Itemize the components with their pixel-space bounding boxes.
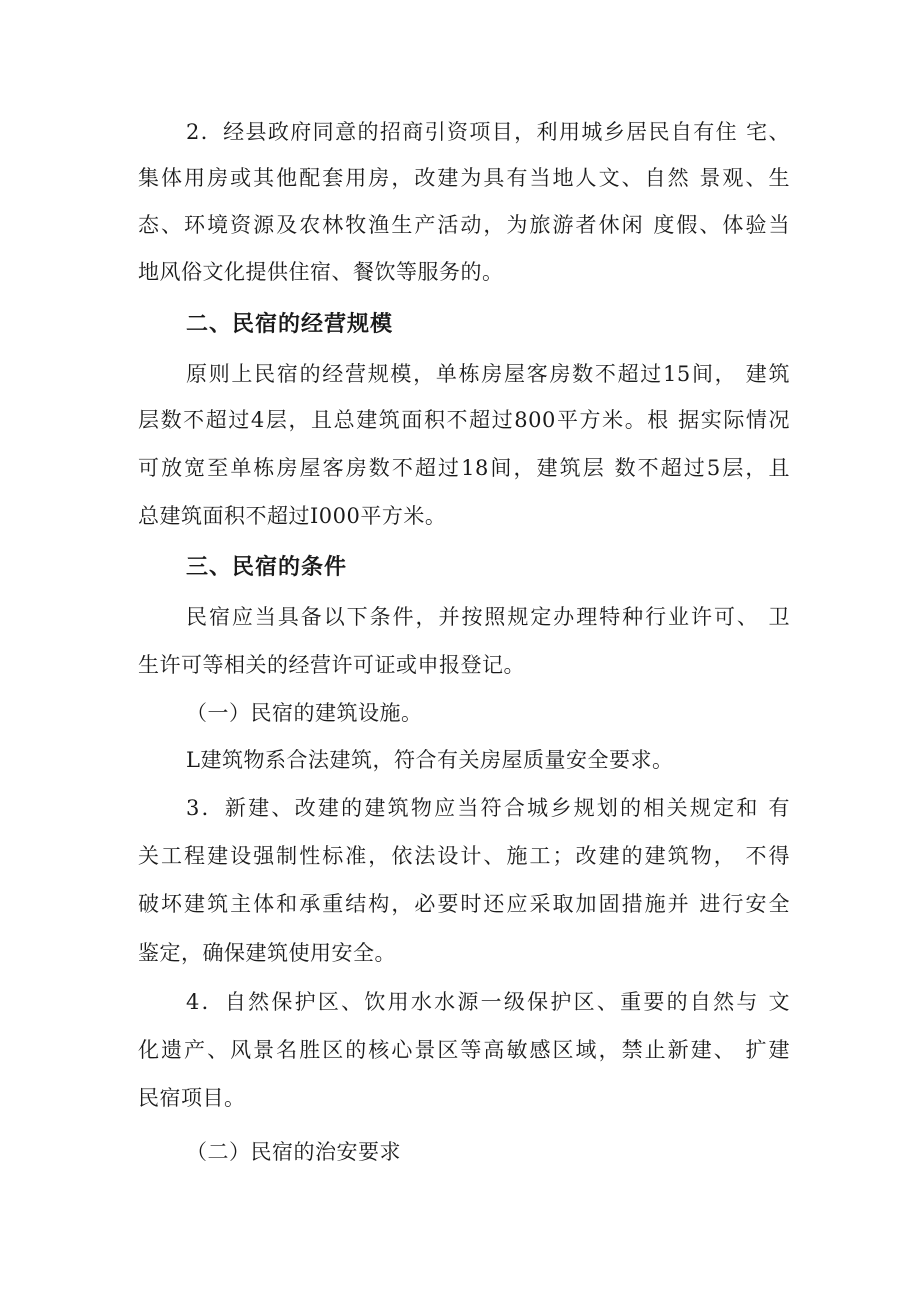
item-3-line-2: 关工程建设强制性标准，依法设计、施工；改建的建筑物， 不得 (138, 844, 790, 868)
paragraph-2-line-1: 原则上民宿的经营规模，单栋房屋客房数不超过15间， 建筑 (186, 362, 790, 386)
item-3-line-3: 破坏建筑主体和承重结构，必要时还应采取加固措施并 进行安全 (138, 892, 790, 916)
section-heading-conditions: 三、民宿的条件 (186, 555, 348, 580)
item-4-line-2: 化遗产、风景名胜区的核心景区等高敏感区域，禁止新建、 扩建 (138, 1038, 790, 1062)
subheading-building-facilities: （一）民宿的建筑设施。 (186, 701, 423, 725)
item-3-line-4: 鉴定，确保建筑使用安全。 (138, 941, 396, 965)
item-3-line-1: 3．新建、改建的建筑物应当符合城乡规划的相关规定和 有 (186, 796, 790, 820)
section-heading-scale: 二、民宿的经营规模 (186, 312, 394, 337)
paragraph-1-line-1: 2．经县政府同意的招商引资项目，利用城乡居民自有住 宅、 (186, 120, 790, 144)
paragraph-3-line-2: 生许可等相关的经营许可证或申报登记。 (138, 653, 525, 677)
paragraph-3-line-1: 民宿应当具备以下条件，并按照规定办理特种行业许可、 卫 (186, 605, 790, 629)
paragraph-1-line-4: 地风俗文化提供住宿、餐饮等服务的。 (138, 260, 504, 284)
item-4-line-1: 4．自然保护区、饮用水水源一级保护区、重要的自然与 文 (186, 990, 790, 1014)
item-1-text: L建筑物系合法建筑，符合有关房屋质量安全要求。 (186, 748, 674, 772)
paragraph-1-line-3: 态、环境资源及农林牧渔生产活动，为旅游者休闲 度假、体验当 (138, 213, 790, 237)
paragraph-2-line-2: 层数不超过4层，且总建筑面积不超过800平方米。根 据实际情况 (138, 408, 790, 432)
subheading-security-requirements: （二）民宿的治安要求 (186, 1140, 401, 1164)
paragraph-1-line-2: 集体用房或其他配套用房，改建为具有当地人文、自然 景观、生 (138, 166, 790, 190)
paragraph-2-line-4: 总建筑面积不超过I000平方米。 (138, 504, 447, 528)
paragraph-2-line-3: 可放宽至单栋房屋客房数不超过18间，建筑层 数不超过5层，且 (138, 456, 790, 480)
item-4-line-3: 民宿项目。 (138, 1086, 246, 1110)
